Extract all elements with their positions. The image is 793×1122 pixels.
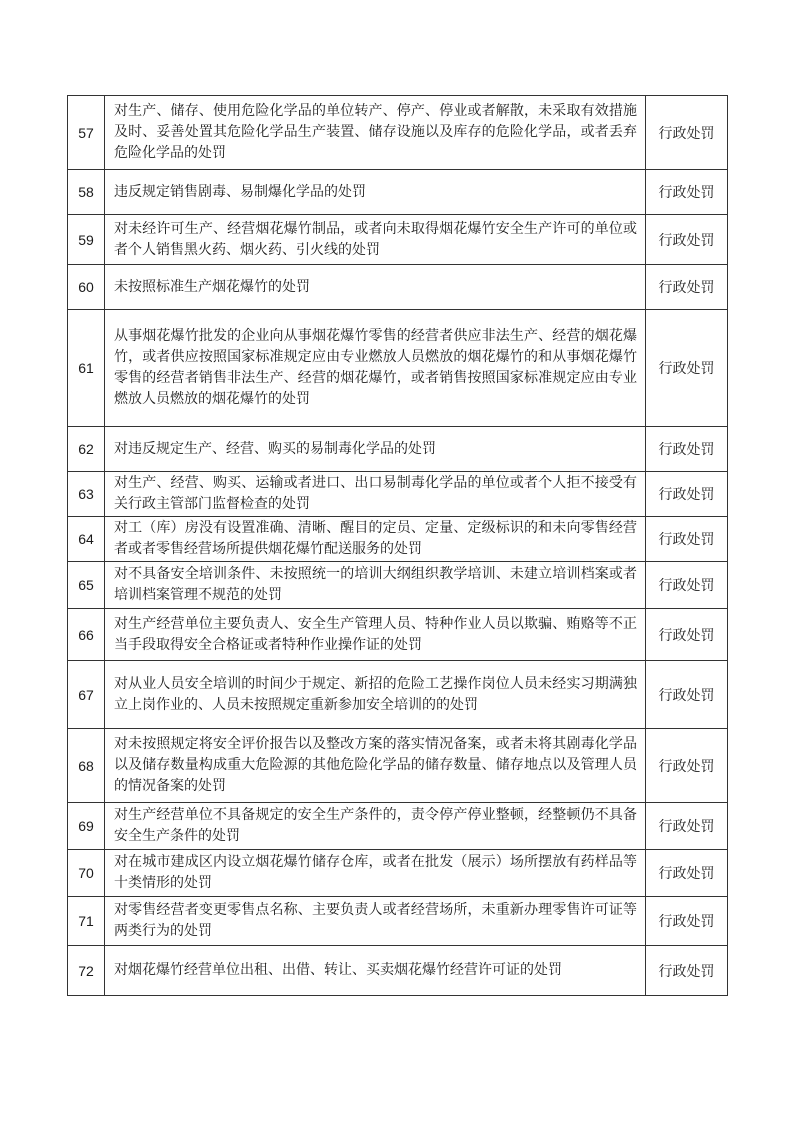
table-row [68,170,728,215]
item-number: 64 [68,517,105,562]
item-number: 57 [68,96,105,170]
item-category: 行政处罚 [646,729,728,803]
item-description: 对生产经营单位不具备规定的安全生产条件的，责令停产停业整顿，经整顿仍不具备安全生产条件的处罚 [105,803,646,850]
item-description: 违反规定销售剧毒、易制爆化学品的处罚 [105,170,646,215]
item-description: 对未按照规定将安全评价报告以及整改方案的落实情况备案，或者未将其剧毒化学品以及储存数量构成重大危险源的其他危险化学品的储存数量、储存地点以及管理人员的情况备案的处罚 [105,729,646,803]
table-row [68,562,728,609]
table-row [68,609,728,661]
item-number: 59 [68,215,105,265]
table-row [68,897,728,946]
item-description: 对工（库）房没有设置准确、清晰、醒目的定员、定量、定级标识的和未向零售经营者或者零售经营场所提供烟花爆竹配送服务的处罚 [105,517,646,562]
item-number: 70 [68,850,105,897]
table-row [68,517,728,562]
item-description: 对零售经营者变更零售点名称、主要负责人或者经营场所，未重新办理零售许可证等两类行为的处罚 [105,897,646,946]
table-row [68,96,728,170]
item-number: 67 [68,661,105,729]
item-number: 62 [68,427,105,472]
item-category: 行政处罚 [646,265,728,310]
item-description: 未按照标准生产烟花爆竹的处罚 [105,265,646,310]
item-category: 行政处罚 [646,897,728,946]
item-description: 对生产、经营、购买、运输或者进口、出口易制毒化学品的单位或者个人拒不接受有关行政主管部门监督检查的处罚 [105,472,646,517]
item-description: 对烟花爆竹经营单位出租、出借、转让、买卖烟花爆竹经营许可证的处罚 [105,946,646,996]
table-row [68,215,728,265]
item-description: 对生产、储存、使用危险化学品的单位转产、停产、停业或者解散，未采取有效措施及时、妥善处置其危险化学品生产装置、储存设施以及库存的危险化学品，或者丢弃危险化学品的处罚 [105,96,646,170]
item-number: 65 [68,562,105,609]
item-number: 69 [68,803,105,850]
table-row [68,427,728,472]
item-category: 行政处罚 [646,609,728,661]
item-category: 行政处罚 [646,562,728,609]
item-description: 对在城市建成区内设立烟花爆竹储存仓库，或者在批发（展示）场所摆放有药样品等十类情形的处罚 [105,850,646,897]
item-category: 行政处罚 [646,803,728,850]
item-category: 行政处罚 [646,661,728,729]
table-row [68,729,728,803]
table-row [68,946,728,996]
table-row [68,310,728,427]
item-description: 对未经许可生产、经营烟花爆竹制品，或者向未取得烟花爆竹安全生产许可的单位或者个人销售黑火药、烟火药、引火线的处罚 [105,215,646,265]
item-category: 行政处罚 [646,850,728,897]
table-row [68,803,728,850]
item-category: 行政处罚 [646,517,728,562]
table-row [68,472,728,517]
item-number: 58 [68,170,105,215]
item-number: 61 [68,310,105,427]
item-number: 66 [68,609,105,661]
item-number: 60 [68,265,105,310]
table-row [68,850,728,897]
table-row [68,661,728,729]
table-row [68,265,728,310]
item-number: 72 [68,946,105,996]
item-category: 行政处罚 [646,427,728,472]
item-category: 行政处罚 [646,215,728,265]
item-category: 行政处罚 [646,472,728,517]
item-description: 从事烟花爆竹批发的企业向从事烟花爆竹零售的经营者供应非法生产、经营的烟花爆竹，或者供应按照国家标准规定应由专业燃放人员燃放的烟花爆竹的和从事烟花爆竹零售的经营者销售非法生产、经营的烟花爆竹，或者销售按照国家标准规定应由专业燃放人员燃放的烟花爆竹的处罚 [105,310,646,427]
item-number: 68 [68,729,105,803]
item-category: 行政处罚 [646,946,728,996]
item-number: 63 [68,472,105,517]
item-category: 行政处罚 [646,170,728,215]
item-description: 对生产经营单位主要负责人、安全生产管理人员、特种作业人员以欺骗、贿赂等不正当手段取得安全合格证或者特种作业操作证的处罚 [105,609,646,661]
penalty-items-table [67,95,728,996]
item-category: 行政处罚 [646,96,728,170]
item-description: 对违反规定生产、经营、购买的易制毒化学品的处罚 [105,427,646,472]
item-number: 71 [68,897,105,946]
item-description: 对从业人员安全培训的时间少于规定、新招的危险工艺操作岗位人员未经实习期满独立上岗作业的、人员未按照规定重新参加安全培训的的处罚 [105,661,646,729]
item-description: 对不具备安全培训条件、未按照统一的培训大纲组织教学培训、未建立培训档案或者培训档案管理不规范的处罚 [105,562,646,609]
item-category: 行政处罚 [646,310,728,427]
